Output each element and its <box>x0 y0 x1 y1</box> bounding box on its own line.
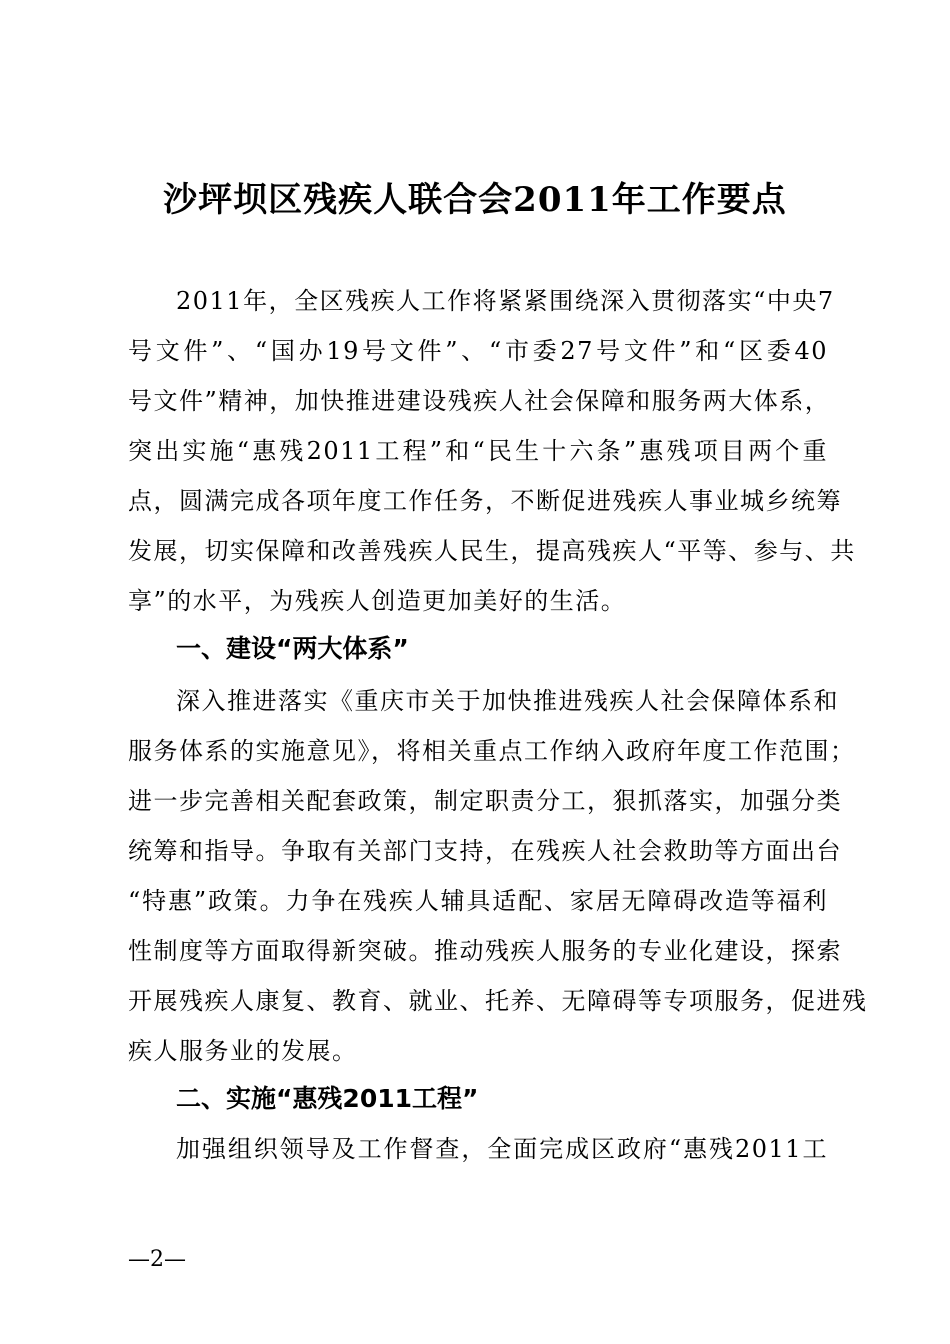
section1-line-4: 统筹和指导。争取有关部门支持，在残疾人社会救助等方面出台 <box>128 837 842 865</box>
intro-line-1: 2011年，全区残疾人工作将紧紧围绕深入贯彻落实“中央7 <box>176 287 835 315</box>
section2-line-1: 加强组织领导及工作督查，全面完成区政府“惠残2011工 <box>176 1135 828 1163</box>
intro-line-7: 享”的水平，为残疾人创造更加美好的生活。 <box>128 587 627 615</box>
intro-line-2: 号文件”、“国办19号文件”、“市委27号文件”和“区委40 <box>128 337 828 365</box>
section1-line-5: “特惠”政策。力争在残疾人辅具适配、家居无障碍改造等福利 <box>128 887 828 915</box>
section1-line-6: 性制度等方面取得新突破。推动残疾人服务的专业化建设，探索 <box>128 937 842 965</box>
document-title: 沙坪坝区残疾人联合会2011年工作要点 <box>163 180 787 220</box>
section-heading-2: 二、实施“惠残2011工程” <box>176 1084 479 1113</box>
section-heading-1: 一、建设“两大体系” <box>176 634 409 663</box>
intro-line-4: 突出实施“惠残2011工程”和“民生十六条”惠残项目两个重 <box>128 437 828 465</box>
intro-line-3: 号文件”精神，加快推进建设残疾人社会保障和服务两大体系， <box>128 387 831 415</box>
intro-line-5: 点，圆满完成各项年度工作任务，不断促进残疾人事业城乡统筹 <box>128 487 842 515</box>
section1-line-8: 疾人服务业的发展。 <box>128 1037 358 1065</box>
page-number: —2— <box>128 1247 186 1272</box>
section1-line-1: 深入推进落实《重庆市关于加快推进残疾人社会保障体系和 <box>176 687 839 715</box>
section1-line-3: 进一步完善相关配套政策，制定职责分工，狠抓落实，加强分类 <box>128 787 842 815</box>
section1-line-7: 开展残疾人康复、教育、就业、托养、无障碍等专项服务，促进残 <box>128 987 868 1015</box>
section1-line-2: 服务体系的实施意见》，将相关重点工作纳入政府年度工作范围； <box>128 737 856 765</box>
intro-line-6: 发展，切实保障和改善残疾人民生，提高残疾人“平等、参与、共 <box>128 537 856 565</box>
